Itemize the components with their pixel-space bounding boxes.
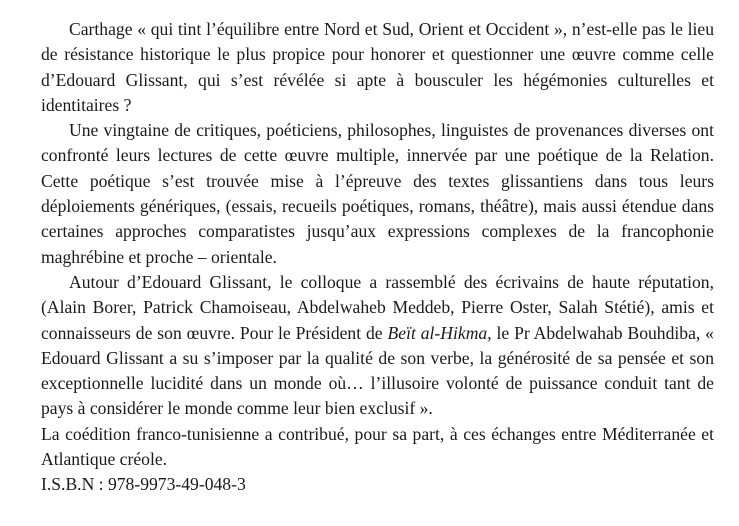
paragraph-carthage: Carthage « qui tint l’équilibre entre Nord et Sud, Orient et Occident », n’est-elle pas le lieu de résistance historique le plus propice pour honorer et questionner une œuvre comme celle d’Edouard Glissant, qui s’est révélée si apte à bousculer les hégémonies culturelles et identitaires ? [41,19,714,115]
paragraph-coedition: La coédition franco-tunisienne a contribué, pour sa part, à ces échanges entre Méditerranée et Atlantique créole. [41,423,714,470]
beit-al-hikma-title: Beït al-Hikma [387,322,488,343]
colloquium-text-start: Autour d’Edouard Glissant, le colloque a rassemblé des écrivains de haute réputation, (Alain Borer, Patrick Chamoiseau, Abdelwaheb Meddeb, Pierre Oster, Salah Stétié), amis et connaisseurs de son œuvre. Pour le Président de [41,271,714,343]
paragraph-critics: Une vingtaine de critiques, poéticiens, philosophes, linguistes de provenances diverses ont confronté leurs lectures de cette œuvre multiple, innervée par une poétique de la Relation. Cette poétique s’est trouvée mise à l’épreuve des textes glissantiens dans tous leurs déploiements génériques, (essais, recueils poétiques, romans, théâtre), mais aussi étendue dans certaines approches comparatistes jusqu’aux expressions complexes de la francophonie maghrébine et proche – orientale. [41,120,714,267]
colloquium-text-end: , le Pr Abdelwahab Bouhdiba, « Edouard Glissant a su s’imposer par la qualité de son verbe, la générosité de sa pensée et son exceptionnelle lucidité dans un monde où… l’illusoire volonté de puissance conduit tant de pays à considérer le monde comme leur bien exclusif ». [41,322,714,419]
isbn-line: I.S.B.N : 978-9973-49-048-3 [41,474,246,495]
back-cover-text [41,17,714,498]
paragraph-colloquium [41,270,714,422]
